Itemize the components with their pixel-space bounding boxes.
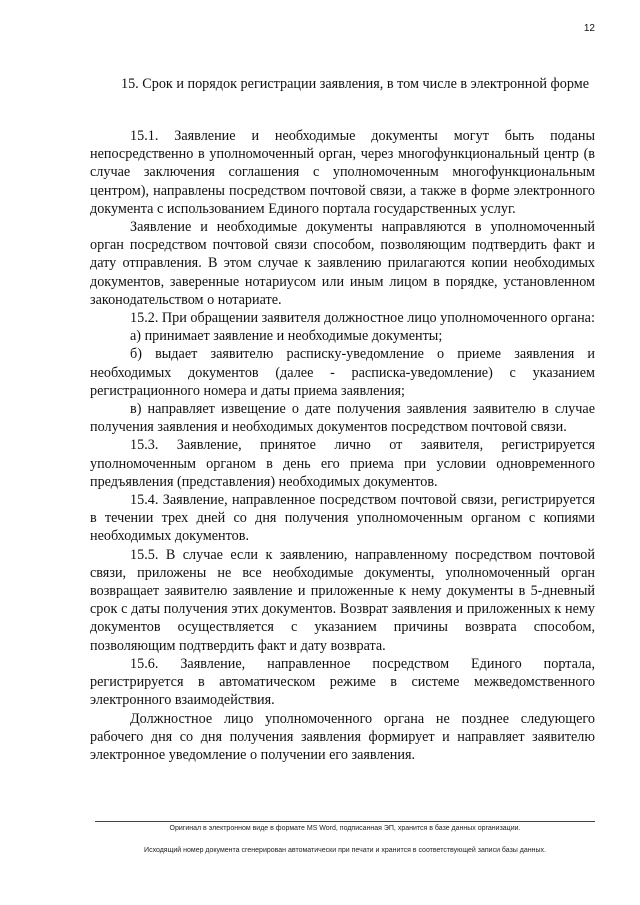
list-item: а) принимает заявление и необходимые документы; — [130, 328, 443, 345]
paragraph: 15.5. В случае если к заявлению, направленному посредством почтовой связи, приложены не все необходимые документы, уполномоченный орган возвращает заявителю заявление и приложенные к нему документы в 5-дневный срок с даты получения этих документов. Возврат заявления и приложенных к нему документов осуществляется с указанием причины возврата способом, позволяющим подтвердить факт и дату возврата. — [90, 546, 595, 654]
paragraph: 15.6. Заявление, направленное посредством Единого портала, регистрируется в автоматическом режиме в системе межведомственного электронного взаимодействия. — [90, 655, 595, 709]
footer-note: Исходящий номер документа сгенерирован автоматически при печати и хранится в соответствующей записи базы данных. — [144, 847, 546, 854]
document-body — [90, 127, 595, 764]
footer-divider — [95, 821, 595, 822]
list-item: в) направляет извещение о дате получения заявления заявителю в случае получения заявления и необходимых документов посредством почтовой связи. — [90, 401, 595, 436]
list-item: б) выдает заявителю расписку-уведомление о приеме заявления и необходимых документов (далее - расписка-уведомление) с указанием регистрационного номера и даты приема заявления; — [90, 346, 595, 399]
paragraph: 15.2. При обращении заявителя должностное лицо уполномоченного органа: — [130, 310, 595, 327]
paragraph: Должностное лицо уполномоченного органа не позднее следующего рабочего дня со дня получения заявления формирует и направляет заявителю электронное уведомление о получении его заявления. — [90, 710, 595, 763]
paragraph: 15.3. Заявление, принятое лично от заявителя, регистрируется уполномоченным органом в день его приема при условии одновременного предъявления (представления) необходимых документов. — [90, 437, 595, 490]
page-number: 12 — [583, 23, 595, 34]
section-heading: 15. Срок и порядок регистрации заявления, в том числе в электронной форме — [120, 76, 589, 92]
paragraph: 15.1. Заявление и необходимые документы могут быть поданы непосредственно в уполномоченный орган, через многофункциональный центр (в случае заключения соглашения с уполномоченным многофункциональным центром), направлены посредством почтовой связи, а также в форме электронного документа с использованием Единого портала государственных услуг. — [90, 128, 595, 217]
footer-note: Оригинал в электронном виде в формате MS Word, подписанная ЭП, хранится в базе данных организации. — [169, 825, 521, 832]
paragraph: Заявление и необходимые документы направляются в уполномоченный орган посредством почтовой связи способом, позволяющим подтвердить факт и дату отправления. В этом случае к заявлению прилагаются копии необходимых документов, заверенные нотариусом или иным лицом в порядке, установленном законодательством о нотариате. — [90, 219, 595, 308]
paragraph: 15.4. Заявление, направленное посредством почтовой связи, регистрируется в течении трех дней со дня получения уполномоченным органом с копиями необходимых документов. — [90, 492, 595, 545]
